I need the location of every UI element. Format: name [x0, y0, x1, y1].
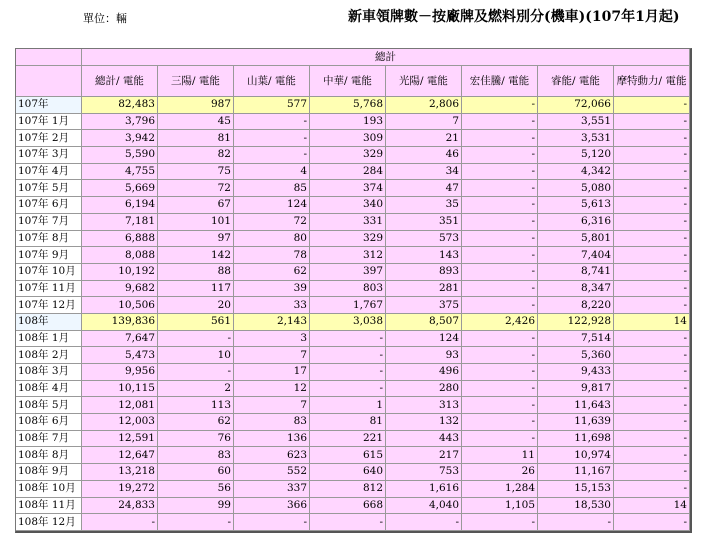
value-cell: 312	[310, 247, 386, 264]
value-cell: 81	[310, 414, 386, 431]
corner-cell	[16, 49, 82, 66]
value-cell: 39	[234, 281, 310, 298]
value-cell: 375	[386, 297, 462, 314]
value-cell: 5,120	[538, 147, 614, 164]
row-label: 107年 9月	[16, 247, 82, 264]
row-label: 107年 8月	[16, 231, 82, 248]
value-cell: 397	[310, 264, 386, 281]
unit-label: 單位：輛	[83, 12, 127, 25]
row-label: 108年	[16, 314, 82, 331]
value-cell: 9,956	[82, 364, 158, 381]
value-cell: -	[614, 297, 690, 314]
value-cell: 280	[386, 381, 462, 398]
value-cell: 9,433	[538, 364, 614, 381]
value-cell: 2,806	[386, 97, 462, 114]
value-cell: 7,404	[538, 247, 614, 264]
value-cell: 6,316	[538, 214, 614, 231]
value-cell: -	[614, 447, 690, 464]
value-cell: -	[462, 247, 538, 264]
row-label: 108年 10月	[16, 481, 82, 498]
row-label: 107年 11月	[16, 281, 82, 298]
value-cell: 8,507	[386, 314, 462, 331]
value-cell: 7	[386, 114, 462, 131]
value-cell: 284	[310, 164, 386, 181]
value-cell: 83	[234, 414, 310, 431]
value-cell: -	[310, 381, 386, 398]
value-cell: 82	[158, 147, 234, 164]
value-cell: -	[614, 264, 690, 281]
value-cell: 3,551	[538, 114, 614, 131]
value-cell: 9,682	[82, 281, 158, 298]
value-cell: 81	[158, 130, 234, 147]
value-cell: 14	[614, 314, 690, 331]
value-cell: 7	[234, 347, 310, 364]
value-cell: -	[462, 130, 538, 147]
column-header: 宏佳騰/ 電能	[462, 66, 538, 97]
value-cell: 8,347	[538, 281, 614, 298]
value-cell: -	[462, 97, 538, 114]
value-cell: 122,928	[538, 314, 614, 331]
value-cell: 193	[310, 114, 386, 131]
value-cell: 5,473	[82, 347, 158, 364]
value-cell: 20	[158, 297, 234, 314]
value-cell: 2,143	[234, 314, 310, 331]
value-cell: 668	[310, 498, 386, 515]
value-cell: -	[462, 197, 538, 214]
value-cell: -	[462, 414, 538, 431]
row-label: 108年 2月	[16, 347, 82, 364]
month-row	[16, 180, 690, 197]
value-cell: 7	[234, 397, 310, 414]
value-cell: -	[614, 281, 690, 298]
value-cell: 15,153	[538, 481, 614, 498]
value-cell: 45	[158, 114, 234, 131]
month-row	[16, 147, 690, 164]
value-cell: 1	[310, 397, 386, 414]
value-cell: 56	[158, 481, 234, 498]
row-label: 107年 4月	[16, 164, 82, 181]
value-cell: 3	[234, 331, 310, 348]
value-cell: -	[462, 347, 538, 364]
value-cell: 374	[310, 180, 386, 197]
value-cell: 11,167	[538, 464, 614, 481]
value-cell: 124	[234, 197, 310, 214]
value-cell: -	[614, 164, 690, 181]
value-cell: 2	[158, 381, 234, 398]
month-row	[16, 197, 690, 214]
value-cell: 60	[158, 464, 234, 481]
value-cell: -	[614, 130, 690, 147]
value-cell: 615	[310, 447, 386, 464]
value-cell: 5,801	[538, 231, 614, 248]
value-cell: 78	[234, 247, 310, 264]
value-cell: 14	[614, 498, 690, 515]
value-cell: -	[234, 114, 310, 131]
value-cell: 340	[310, 197, 386, 214]
month-row	[16, 498, 690, 515]
value-cell: 803	[310, 281, 386, 298]
row-label: 108年 3月	[16, 364, 82, 381]
value-cell: -	[462, 381, 538, 398]
month-row	[16, 331, 690, 348]
value-cell: 221	[310, 431, 386, 448]
value-cell: 6,888	[82, 231, 158, 248]
row-label: 108年 12月	[16, 514, 82, 531]
value-cell: 4,040	[386, 498, 462, 515]
value-cell: 93	[386, 347, 462, 364]
value-cell: 80	[234, 231, 310, 248]
value-cell: -	[462, 431, 538, 448]
row-label: 108年 11月	[16, 498, 82, 515]
value-cell: 217	[386, 447, 462, 464]
month-row	[16, 231, 690, 248]
value-cell: 101	[158, 214, 234, 231]
row-label: 107年 3月	[16, 147, 82, 164]
month-row	[16, 264, 690, 281]
row-label: 108年 5月	[16, 397, 82, 414]
value-cell: -	[614, 97, 690, 114]
value-cell: -	[462, 297, 538, 314]
value-cell: 329	[310, 147, 386, 164]
row-label: 107年 5月	[16, 180, 82, 197]
value-cell: 8,741	[538, 264, 614, 281]
value-cell: 351	[386, 214, 462, 231]
row-label: 107年 1月	[16, 114, 82, 131]
value-cell: 85	[234, 180, 310, 197]
value-cell: -	[462, 214, 538, 231]
value-cell: -	[614, 347, 690, 364]
value-cell: -	[462, 331, 538, 348]
row-label: 107年	[16, 97, 82, 114]
value-cell: 24,833	[82, 498, 158, 515]
month-row	[16, 214, 690, 231]
value-cell: 143	[386, 247, 462, 264]
value-cell: -	[614, 397, 690, 414]
value-cell: 2,426	[462, 314, 538, 331]
month-row	[16, 464, 690, 481]
statistics-table	[15, 48, 692, 533]
value-cell: 62	[234, 264, 310, 281]
value-cell: 577	[234, 97, 310, 114]
value-cell: -	[614, 431, 690, 448]
value-cell: 753	[386, 464, 462, 481]
value-cell: 10,506	[82, 297, 158, 314]
value-cell: -	[614, 214, 690, 231]
value-cell: 99	[158, 498, 234, 515]
value-cell: -	[310, 331, 386, 348]
value-cell: -	[462, 180, 538, 197]
value-cell: 11,643	[538, 397, 614, 414]
row-label: 108年 9月	[16, 464, 82, 481]
value-cell: 3,796	[82, 114, 158, 131]
value-cell: -	[462, 231, 538, 248]
value-cell: 10,115	[82, 381, 158, 398]
value-cell: 1,284	[462, 481, 538, 498]
value-cell: -	[538, 514, 614, 531]
value-cell: -	[614, 364, 690, 381]
value-cell: 1,767	[310, 297, 386, 314]
value-cell: 12,081	[82, 397, 158, 414]
row-label: 108年 6月	[16, 414, 82, 431]
value-cell: 33	[234, 297, 310, 314]
value-cell: 5,669	[82, 180, 158, 197]
row-label: 107年 6月	[16, 197, 82, 214]
value-cell: 113	[158, 397, 234, 414]
value-cell: 366	[234, 498, 310, 515]
value-cell: 5,768	[310, 97, 386, 114]
value-cell: -	[158, 514, 234, 531]
value-cell: -	[234, 130, 310, 147]
month-row	[16, 247, 690, 264]
value-cell: 5,613	[538, 197, 614, 214]
value-cell: -	[462, 114, 538, 131]
value-cell: 10	[158, 347, 234, 364]
value-cell: 136	[234, 431, 310, 448]
value-cell: 117	[158, 281, 234, 298]
value-cell: -	[614, 514, 690, 531]
column-header: 總計/ 電能	[82, 66, 158, 97]
value-cell: -	[462, 281, 538, 298]
value-cell: 72	[234, 214, 310, 231]
value-cell: 18,530	[538, 498, 614, 515]
value-cell: -	[158, 364, 234, 381]
value-cell: -	[614, 414, 690, 431]
value-cell: 3,942	[82, 130, 158, 147]
value-cell: 640	[310, 464, 386, 481]
row-label: 107年 2月	[16, 130, 82, 147]
month-row	[16, 297, 690, 314]
value-cell: -	[158, 331, 234, 348]
corner-cell	[16, 66, 82, 97]
value-cell: -	[614, 331, 690, 348]
value-cell: 331	[310, 214, 386, 231]
value-cell: -	[234, 514, 310, 531]
value-cell: -	[310, 364, 386, 381]
value-cell: -	[462, 264, 538, 281]
value-cell: 12,003	[82, 414, 158, 431]
value-cell: 7,647	[82, 331, 158, 348]
value-cell: 4,755	[82, 164, 158, 181]
row-label: 108年 4月	[16, 381, 82, 398]
value-cell: -	[234, 147, 310, 164]
value-cell: -	[614, 464, 690, 481]
value-cell: -	[614, 114, 690, 131]
value-cell: 8,220	[538, 297, 614, 314]
value-cell: 987	[158, 97, 234, 114]
value-cell: 46	[386, 147, 462, 164]
value-cell: 17	[234, 364, 310, 381]
value-cell: -	[462, 397, 538, 414]
value-cell: 3,038	[310, 314, 386, 331]
value-cell: 1,105	[462, 498, 538, 515]
column-header: 中華/ 電能	[310, 66, 386, 97]
year-total-row	[16, 314, 690, 331]
column-header-row	[16, 66, 690, 97]
value-cell: 19,272	[82, 481, 158, 498]
month-row	[16, 130, 690, 147]
value-cell: 12	[234, 381, 310, 398]
value-cell: 4	[234, 164, 310, 181]
value-cell: 4,342	[538, 164, 614, 181]
month-row	[16, 481, 690, 498]
month-row	[16, 164, 690, 181]
value-cell: 72,066	[538, 97, 614, 114]
month-row	[16, 514, 690, 531]
value-cell: 281	[386, 281, 462, 298]
value-cell: 12,591	[82, 431, 158, 448]
value-cell: 443	[386, 431, 462, 448]
value-cell: -	[310, 514, 386, 531]
value-cell: 67	[158, 197, 234, 214]
month-row	[16, 447, 690, 464]
month-row	[16, 397, 690, 414]
month-row	[16, 381, 690, 398]
column-header: 睿能/ 電能	[538, 66, 614, 97]
value-cell: 1,616	[386, 481, 462, 498]
value-cell: -	[386, 514, 462, 531]
value-cell: -	[462, 164, 538, 181]
value-cell: 97	[158, 231, 234, 248]
month-row	[16, 281, 690, 298]
value-cell: 573	[386, 231, 462, 248]
value-cell: 329	[310, 231, 386, 248]
value-cell: 3,531	[538, 130, 614, 147]
value-cell: 12,647	[82, 447, 158, 464]
value-cell: -	[614, 381, 690, 398]
value-cell: 21	[386, 130, 462, 147]
month-row	[16, 414, 690, 431]
value-cell: 11,698	[538, 431, 614, 448]
row-label: 107年 12月	[16, 297, 82, 314]
value-cell: 7,514	[538, 331, 614, 348]
value-cell: 142	[158, 247, 234, 264]
value-cell: -	[614, 247, 690, 264]
value-cell: 132	[386, 414, 462, 431]
value-cell: -	[82, 514, 158, 531]
value-cell: 5,080	[538, 180, 614, 197]
value-cell: 75	[158, 164, 234, 181]
value-cell: 623	[234, 447, 310, 464]
value-cell: 9,817	[538, 381, 614, 398]
value-cell: 10,974	[538, 447, 614, 464]
value-cell: 11,639	[538, 414, 614, 431]
group-header: 總計	[82, 49, 690, 66]
column-header: 山葉/ 電能	[234, 66, 310, 97]
value-cell: -	[614, 197, 690, 214]
value-cell: 139,836	[82, 314, 158, 331]
month-row	[16, 347, 690, 364]
value-cell: 561	[158, 314, 234, 331]
group-header-row	[16, 49, 690, 66]
value-cell: 76	[158, 431, 234, 448]
value-cell: 34	[386, 164, 462, 181]
month-row	[16, 431, 690, 448]
value-cell: -	[462, 364, 538, 381]
page-title: 新車領牌數－按廠牌及燃料別分(機車)(107年1月起)	[348, 9, 680, 25]
value-cell: 313	[386, 397, 462, 414]
row-label: 107年 7月	[16, 214, 82, 231]
value-cell: -	[462, 147, 538, 164]
column-header: 三陽/ 電能	[158, 66, 234, 97]
value-cell: 8,088	[82, 247, 158, 264]
value-cell: 82,483	[82, 97, 158, 114]
value-cell: -	[310, 347, 386, 364]
column-header: 光陽/ 電能	[386, 66, 462, 97]
value-cell: 11	[462, 447, 538, 464]
value-cell: 309	[310, 130, 386, 147]
value-cell: 10,192	[82, 264, 158, 281]
month-row	[16, 364, 690, 381]
value-cell: 47	[386, 180, 462, 197]
value-cell: 62	[158, 414, 234, 431]
value-cell: -	[462, 514, 538, 531]
value-cell: 5,590	[82, 147, 158, 164]
column-header: 摩特動力/ 電能	[614, 66, 690, 97]
value-cell: 893	[386, 264, 462, 281]
month-row	[16, 114, 690, 131]
year-total-row	[16, 97, 690, 114]
value-cell: 6,194	[82, 197, 158, 214]
value-cell: 83	[158, 447, 234, 464]
value-cell: 552	[234, 464, 310, 481]
row-label: 107年 10月	[16, 264, 82, 281]
value-cell: -	[614, 147, 690, 164]
value-cell: -	[614, 481, 690, 498]
value-cell: 812	[310, 481, 386, 498]
value-cell: -	[614, 231, 690, 248]
value-cell: 496	[386, 364, 462, 381]
value-cell: -	[614, 180, 690, 197]
value-cell: 337	[234, 481, 310, 498]
row-label: 108年 8月	[16, 447, 82, 464]
value-cell: 13,218	[82, 464, 158, 481]
value-cell: 7,181	[82, 214, 158, 231]
value-cell: 88	[158, 264, 234, 281]
value-cell: 26	[462, 464, 538, 481]
row-label: 108年 1月	[16, 331, 82, 348]
value-cell: 72	[158, 180, 234, 197]
value-cell: 5,360	[538, 347, 614, 364]
value-cell: 35	[386, 197, 462, 214]
row-label: 108年 7月	[16, 431, 82, 448]
value-cell: 124	[386, 331, 462, 348]
